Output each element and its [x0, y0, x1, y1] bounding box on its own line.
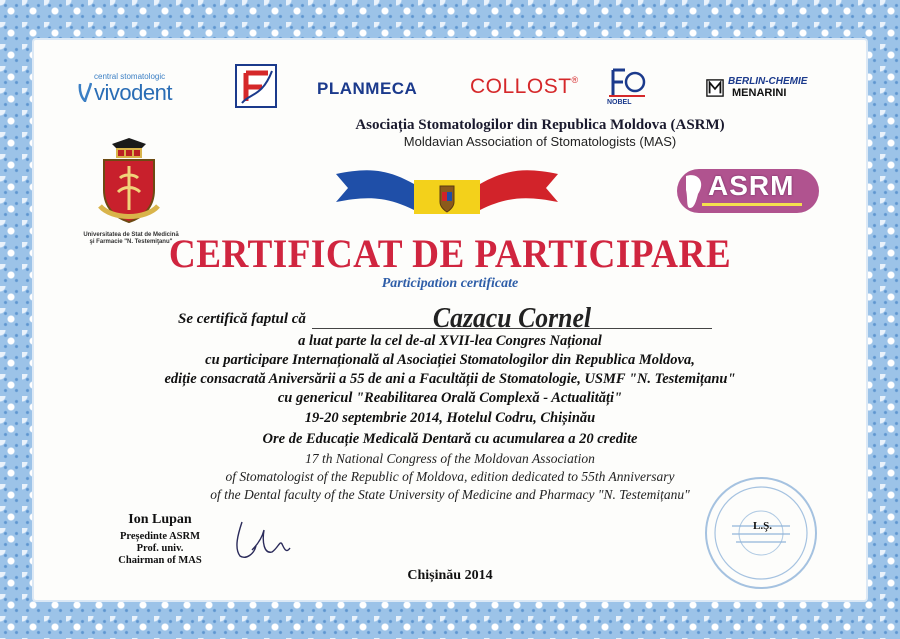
university-crest-icon — [98, 138, 160, 228]
vivodent-mark-icon — [78, 82, 92, 102]
collost-wordmark: COLLOST — [470, 75, 572, 98]
moldova-flag-ribbon-icon — [336, 166, 558, 224]
asrm-logo — [676, 168, 820, 214]
menarini-wordmark: MENARINI — [732, 87, 787, 99]
body-ro-line-4: cu genericul "Reabilitarea Orală Complexă - Actualități" — [277, 390, 623, 406]
certificate-title: CERTIFICAT DE PARTICIPARE — [168, 231, 732, 276]
signatory-role-3: Chairman of MAS — [118, 555, 202, 566]
crest-caption-line-2: şi Farmacie "N. Testemiţanu" — [89, 239, 173, 245]
body-ro-line-3: ediție consacrată Aniversării a 55 de ani a Facultății de Stomatologie, USMF "N. Testemițanu" — [164, 371, 736, 387]
vivodent-logo — [78, 72, 188, 108]
certificate-subtitle: Participation certificate — [381, 276, 519, 291]
signatory-role-2: Prof. univ. — [136, 543, 184, 554]
asrm-wordmark: ASRM — [708, 170, 795, 201]
association-name-ro: Asociația Stomatologilor din Republica Moldova (ASRM) — [355, 117, 725, 133]
place-and-year: Chișinău 2014 — [407, 568, 493, 583]
registered-mark: ® — [571, 75, 579, 85]
recipient-name: Cazacu Cornel — [432, 303, 592, 334]
nobel-wordmark: NOBEL — [607, 99, 632, 106]
recipient-underline — [312, 328, 712, 329]
seal-label: L.Ş. — [753, 520, 772, 532]
body-ro-line-2: cu participare Internațională al Asociației Stomatologilor din Republica Moldova, — [205, 352, 695, 368]
signatory-name: Ion Lupan — [128, 512, 192, 527]
planmeca-logo: PLANMECA — [317, 79, 418, 98]
vivodent-wordmark: vivodent — [94, 80, 172, 105]
handwritten-signature-icon — [228, 514, 308, 566]
f-monogram-logo-icon — [234, 63, 278, 109]
recipient-row — [166, 303, 726, 334]
body-en-line-3: of the Dental faculty of the State University of Medicine and Pharmacy "N. Testemițanu" — [210, 487, 690, 502]
body-ro-line-6: Ore de Educație Medicală Dentară cu acumularea a 20 credite — [262, 431, 638, 447]
signatory-role-1: Președinte ASRM — [119, 531, 200, 542]
association-name-en: Moldavian Association of Stomatologists (MAS) — [403, 134, 677, 149]
certify-label: Se certifică faptul că — [178, 311, 306, 327]
body-en-line-2: of Stomatologist of the Republic of Moldova, edition dedicated to 55th Anniversary — [225, 469, 675, 484]
body-ro-line-1: a luat parte la cel de-al XVII-lea Congres Național — [298, 333, 602, 349]
collost-logo — [470, 75, 579, 99]
nobel-50-emblem-icon — [607, 66, 647, 100]
vivodent-tagline: central stomatologic — [94, 72, 166, 81]
menarini-mark-icon — [706, 78, 724, 98]
body-en-line-1: 17 th National Congress of the Moldovan Association — [305, 451, 595, 466]
nobel-50-logo — [607, 66, 647, 110]
signatory-block — [100, 512, 220, 567]
crest-caption-line-1: Universitatea de Stat de Medicină — [83, 232, 179, 238]
berlin-chemie-wordmark: BERLIN-CHEMIE — [728, 76, 808, 87]
berlin-chemie-logo — [706, 76, 816, 102]
body-ro-line-5: 19-20 septembrie 2014, Hotelul Codru, Chișinău — [304, 410, 596, 426]
